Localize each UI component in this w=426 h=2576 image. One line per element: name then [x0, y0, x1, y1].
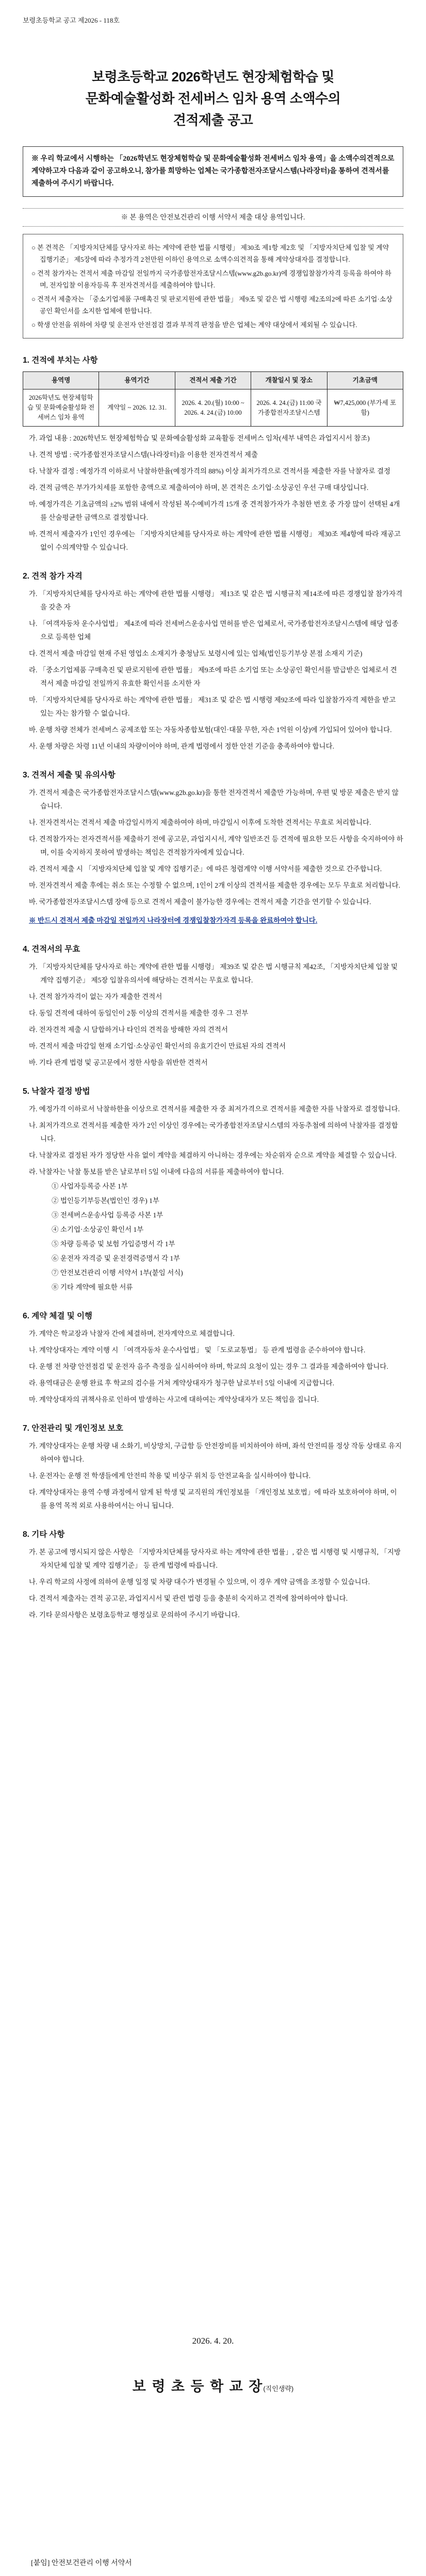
section-item: 다. 견적참가자는 전자견적서를 제출하기 전에 공고문, 과업지시서, 계약 일반조건 등 견적에 필요한 모든 사항을 숙지하여야 하며, 이를 숙지하지 못하여 발생하는 책임은 견적참가자에게 있습니다. [29, 835, 403, 856]
section-heading: 4. 견적서의 무효 [23, 945, 80, 954]
section-item: 가. 계약은 학교장과 낙찰자 간에 체결하며, 전자계약으로 체결합니다. [29, 1330, 235, 1337]
section-heading: 6. 계약 체결 및 이행 [23, 1312, 92, 1320]
section-item: 바. 운행 차량 전체가 전세버스 공제조합 또는 자동차종합보험(대인·대물 무한, 자손 1억원 이상)에 가입되어 있어야 합니다. [29, 726, 392, 734]
section-item: 다. 견적서 제출 마감일 현재 주된 영업소 소재지가 충청남도 보령시에 있는 업체(법인등기부상 본점 소재지 기준) [29, 650, 363, 657]
section-item: 라. 낙찰자는 낙찰 통보를 받은 날로부터 5일 이내에 다음의 서류를 제출하여야 합니다. [29, 1168, 284, 1176]
section-subitem: ⑧ 기타 계약에 필요한 서류 [52, 1283, 133, 1291]
table-header-cell: 기초금액 [327, 372, 403, 389]
section-item: 가. 「지방자치단체를 당사자로 하는 계약에 관한 법률 시행령」 제13조 및 같은 법 시행규칙 제14조에 따른 경쟁입찰 참가자격을 갖춘 자 [29, 590, 403, 611]
section-item: 다. 계약상대자는 용역 수행 과정에서 알게 된 학생 및 교직원의 개인정보를 「개인정보 보호법」에 따라 보호하여야 하며, 이를 용역 목적 외로 사용하여서는 아니 됩니다. [29, 1488, 397, 1510]
signer-name: 보 령 초 등 학 교 장 [132, 2379, 264, 2394]
section-item: 가. 계약상대자는 운행 차량 내 소화기, 비상망치, 구급함 등 안전장비를 비치하여야 하며, 좌석 안전띠를 정상 작동 상태로 유지하여야 합니다. [29, 1442, 402, 1463]
section-item: 다. 견적서 제출자는 견적 공고문, 과업지시서 및 관련 법령 등을 충분히 숙지하고 견적에 참여하여야 합니다. [29, 1595, 348, 1602]
notice-section [23, 1085, 403, 1294]
quote-table [23, 371, 403, 427]
table-cell: 2026학년도 현장체험학습 및 문화예술활성화 전세버스 임차 용역 [23, 389, 99, 427]
section-heading: 3. 견적서 제출 및 유의사항 [23, 771, 116, 779]
section-item: 가. 본 공고에 명시되지 않은 사항은 「지방자치단체를 당사자로 하는 계약에 관한 법률」, 같은 법 시행령 및 시행규칙, 「지방자치단체 입찰 및 계약 집행기준」 등 관계 법령에 따릅니다. [29, 1548, 401, 1569]
table-cell: ₩7,425,000 (부가세 포함) [327, 389, 403, 427]
emphasis-note: ※ 반드시 견적서 제출 마감일 전일까지 나라장터에 경쟁입찰참가자격 등록을 완료하여야 합니다. [29, 917, 318, 924]
seal-note: (직인생략) [263, 2385, 294, 2393]
section-item: 라. 견적서 제출 시 「지방자치단체 입찰 및 계약 집행기준」에 따른 청렴계약 이행 서약서를 제출한 것으로 간주합니다. [29, 865, 382, 873]
attachment-label: [붙임] 안전보건관리 이행 서약서 [31, 2560, 132, 2567]
notice-section [23, 1422, 403, 1513]
section-item: 다. 운행 전 차량 안전점검 및 운전자 음주 측정을 실시하여야 하며, 학교의 요청이 있는 경우 그 결과를 제출하여야 합니다. [29, 1363, 388, 1370]
section-item: 마. 견적서 제출 마감일 현재 소기업·소상공인 확인서의 유효기간이 만료된 자의 견적서 [29, 1042, 286, 1050]
table-header-cell: 개찰일시 및 장소 [251, 372, 327, 389]
section-item: 라. 기타 문의사항은 보령초등학교 행정실로 문의하여 주시기 바랍니다. [29, 1611, 240, 1619]
section-item: 마. 「지방자치단체를 당사자로 하는 계약에 관한 법률」 제31조 및 같은 법 시행령 제92조에 따라 입찰참가자격 제한을 받고 있는 자는 참가할 수 없습니다. [29, 696, 396, 717]
section-subitem: ⑦ 안전보건관리 이행 서약서 1부(붙임 서식) [52, 1269, 183, 1277]
section-item: 나. 「여객자동차 운수사업법」 제4조에 따라 전세버스운송사업 면허를 받은 업체로서, 국가종합전자조달시스템에 해당 업종으로 등록한 업체 [29, 620, 399, 641]
school-head-signature [23, 2376, 403, 2399]
table-cell: 2026. 4. 24.(금) 11:00 국가종합전자조달시스템 [251, 389, 327, 427]
section-subitem: ⑤ 차량 등록증 및 보험 가입증명서 각 1부 [52, 1240, 175, 1248]
section-subitem: ③ 전세버스운송사업 등록증 사본 1부 [52, 1211, 163, 1219]
section-item: 가. 「지방자치단체를 당사자로 하는 계약에 관한 법률 시행령」 제39조 및 같은 법 시행규칙 제42조, 「지방자치단체 입찰 및 계약 집행기준」 제5장 입찰유의서에 해당하는 견적서는 무효로 합니다. [29, 963, 398, 984]
page-title [23, 66, 403, 131]
section-subitem: ⑥ 운전자 자격증 및 운전경력증명서 각 1부 [52, 1255, 181, 1262]
section-item: 바. 기타 관계 법령 및 공고문에서 정한 사항을 위반한 견적서 [29, 1059, 208, 1066]
closing-block [23, 2334, 403, 2399]
section-subitem: ① 사업자등록증 사본 1부 [52, 1182, 128, 1190]
notice-section [23, 354, 403, 554]
section-item: 마. 전자견적서 제출 후에는 취소 또는 수정할 수 없으며, 1인이 2개 이상의 견적서를 제출한 경우에는 모두 무효로 처리합니다. [29, 882, 401, 889]
table-cell: 2026. 4. 20.(월) 10:00 ~ 2026. 4. 24.(금) 10:00 [175, 389, 251, 427]
notice-section [23, 769, 403, 927]
section-item: 마. 계약상대자의 귀책사유로 인하여 발생하는 사고에 대하여는 계약상대자가 모든 책임을 집니다. [29, 1396, 319, 1403]
section-item: 다. 낙찰자 결정 : 예정가격 이하로서 낙찰하한율(예정가격의 88%) 이상 최저가격으로 견적서를 제출한 자를 낙찰자로 결정 [29, 467, 391, 475]
section-item: 다. 낙찰자로 결정된 자가 정당한 사유 없이 계약을 체결하지 아니하는 경우에는 차순위자 순으로 계약을 체결할 수 있습니다. [29, 1151, 397, 1159]
section-item: 라. 전자견적 제출 시 담합하거나 타인의 견적을 방해한 자의 견적서 [29, 1026, 228, 1033]
section-item: 사. 운행 차량은 차령 11년 이내의 차량이어야 하며, 관계 법령에서 정한 안전 기준을 충족하여야 합니다. [29, 742, 335, 750]
section-item: 나. 계약상대자는 계약 이행 시 「여객자동차 운수사업법」 및 「도로교통법」 등 관계 법령을 준수하여야 합니다. [29, 1346, 366, 1354]
section-item: 가. 견적서 제출은 국가종합전자조달시스템(www.g2b.go.kr)을 통한 전자견적서 제출만 가능하며, 우편 및 방문 제출은 받지 않습니다. [29, 789, 399, 810]
section-item: 바. 견적서 제출자가 1인인 경우에는 「지방자치단체를 당사자로 하는 계약에 관한 법률 시행령」 제30조 제4항에 따라 재공고 없이 수의계약할 수 있습니다. [29, 530, 401, 551]
table-row [23, 389, 403, 427]
title-line: 문화예술활성화 전세버스 임차 용역 소액수의 [85, 91, 341, 106]
contract-note: ※ 본 용역은 안전보건관리 이행 서약서 제출 대상 용역입니다. [23, 208, 403, 227]
section-heading: 7. 안전관리 및 개인정보 보호 [23, 1424, 123, 1433]
table-header-row [23, 372, 403, 389]
section-item: 나. 견적 방법 : 국가종합전자조달시스템(나라장터)을 이용한 전자견적서 제출 [29, 451, 258, 459]
info-paragraph: ○ 견적 참가자는 견적서 제출 마감일 전일까지 국가종합전자조달시스템(www.g2b.go.kr)에 경쟁입찰참가자격 등록을 하여야 하며, 전자입찰 이용자등록 후 전자견적서를 제출하여야 합니다. [31, 269, 391, 289]
table-cell: 계약일 ~ 2026. 12. 31. [99, 389, 175, 427]
section-item: 나. 견적 참가자격이 없는 자가 제출한 견적서 [29, 993, 162, 1001]
title-line: 견적제출 공고 [173, 112, 253, 128]
section-heading: 5. 낙찰자 결정 방법 [23, 1087, 90, 1096]
section-item: 나. 운전자는 운행 전 학생들에게 안전띠 착용 및 비상구 위치 등 안전교육을 실시하여야 합니다. [29, 1472, 311, 1480]
info-paragraph: ○ 학생 안전을 위하여 차량 및 운전자 안전점검 결과 부적격 판정을 받은 업체는 계약 대상에서 제외될 수 있습니다. [31, 321, 357, 329]
section-item: 가. 과업 내용 : 2026학년도 현장체험학습 및 문화예술활성화 교육활동 전세버스 임차(세부 내역은 과업지시서 참조) [29, 434, 370, 442]
notice-date: 2026. 4. 20. [192, 2336, 234, 2346]
table-header-cell: 용역명 [23, 372, 99, 389]
info-paragraph: ○ 본 견적은 「지방자치단체를 당사자로 하는 계약에 관한 법률 시행령」 제30조 제1항 제2호 및 「지방자치단체 입찰 및 계약 집행기준」 제5장에 따라 추정가격 2천만원 이하인 용역으로 소액수의견적을 통해 계약상대자를 결정합니다. [31, 244, 389, 263]
notice-number: 보령초등학교 공고 제2026 - 118호 [23, 16, 120, 24]
title-line: 보령초등학교 2026학년도 현장체험학습 및 [92, 69, 334, 84]
section-item: 라. 「중소기업제품 구매촉진 및 판로지원에 관한 법률」 제9조에 따른 소기업 또는 소상공인 확인서를 발급받은 업체로서 견적서 제출 마감일 전일까지 유효한 확인서를 소지한 자 [29, 666, 397, 687]
section-item: 바. 국가종합전자조달시스템 장애 등으로 견적서 제출이 불가능한 경우에는 견적서 제출 기간을 연기할 수 있습니다. [29, 898, 371, 906]
section-heading: 1. 견적에 부치는 사항 [23, 356, 98, 365]
notice-section [23, 943, 403, 1070]
section-item: 나. 최저가격으로 견적서를 제출한 자가 2인 이상인 경우에는 국가종합전자조달시스템의 자동추첨에 의하여 낙찰자를 결정합니다. [29, 1122, 398, 1143]
section-item: 다. 동일 견적에 대하여 동일인이 2통 이상의 견적서를 제출한 경우 그 전부 [29, 1009, 249, 1017]
notice-section [23, 1310, 403, 1406]
notice-section [23, 1528, 403, 1622]
section-subitem: ④ 소기업·소상공인 확인서 1부 [52, 1226, 144, 1233]
attachment-pledge-form [31, 2558, 395, 2576]
section-item: 나. 우리 학교의 사정에 의하여 운행 일정 및 차량 대수가 변경될 수 있으며, 이 경우 계약 금액을 조정할 수 있습니다. [29, 1578, 370, 1586]
notice-document [23, 15, 403, 2318]
section-subitem: ② 법인등기부등본(법인인 경우) 1부 [52, 1197, 159, 1205]
info-box [23, 234, 403, 338]
section-item: 라. 견적 금액은 부가가치세를 포함한 총액으로 제출하여야 하며, 본 견적은 소기업·소상공인 우선 구매 대상입니다. [29, 484, 369, 492]
intro-box: ※ 우리 학교에서 시행하는 「2026학년도 현장체험학습 및 문화예술활성화 전세버스 임차 용역」을 소액수의견적으로 계약하고자 다음과 같이 공고하오니, 참가를 희망하는 업체는 국가종합전자조달시스템(나라장터)을 통하여 견적서를 제출하여 주시기 바랍니다. [23, 146, 403, 197]
section-heading: 2. 견적 참가 자격 [23, 572, 83, 581]
section-item: 나. 전자견적서는 견적서 제출 마감일시까지 제출하여야 하며, 마감일시 이후에 도착한 견적서는 무효로 처리합니다. [29, 819, 371, 826]
table-header-cell: 견적서 제출 기간 [175, 372, 251, 389]
section-heading: 8. 기타 사항 [23, 1530, 65, 1539]
table-header-cell: 용역기간 [99, 372, 175, 389]
info-paragraph: ○ 견적서 제출자는 「중소기업제품 구매촉진 및 판로지원에 관한 법률」 제9조 및 같은 법 시행령 제2조의2에 따른 소기업·소상공인 확인서를 소지한 업체에 한합니다. [31, 295, 392, 315]
section-item: 마. 예정가격은 기초금액의 ±2% 범위 내에서 작성된 복수예비가격 15개 중 견적참가자가 추첨한 번호 중 가장 많이 선택된 4개를 산술평균한 금액으로 결정합니다. [29, 500, 400, 521]
section-item: 가. 예정가격 이하로서 낙찰하한율 이상으로 견적서를 제출한 자 중 최저가격으로 견적서를 제출한 자를 낙찰자로 결정합니다. [29, 1105, 400, 1113]
notice-sections [23, 354, 403, 1622]
notice-section [23, 570, 403, 753]
section-item: 라. 용역대금은 운행 완료 후 학교의 검수를 거쳐 계약상대자가 청구한 날로부터 5일 이내에 지급합니다. [29, 1379, 335, 1387]
